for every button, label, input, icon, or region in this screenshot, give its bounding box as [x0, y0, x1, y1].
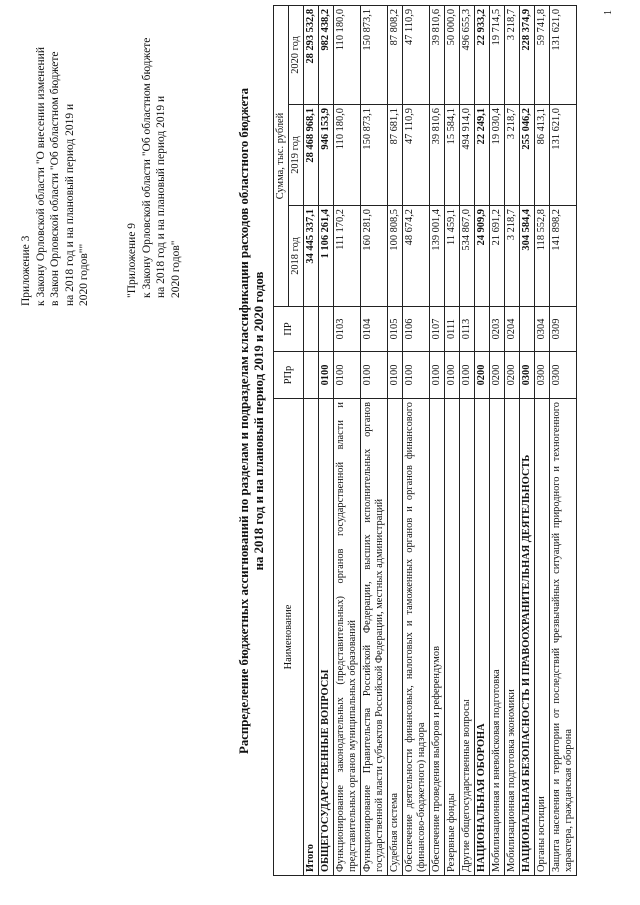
row-value-2018: 118 552,8 — [535, 206, 550, 307]
appendix-3-header — [19, 14, 92, 306]
row-value-2018: 141 898,2 — [550, 206, 577, 307]
table-row — [460, 5, 475, 875]
row-value-2020: 228 374,9 — [520, 5, 535, 104]
row-value-2019: 494 914,0 — [460, 105, 475, 206]
row-pr: 0103 — [334, 307, 361, 352]
row-value-2019: 15 584,1 — [445, 105, 460, 206]
row-value-2020: 50 000,0 — [445, 5, 460, 104]
table-row — [361, 5, 388, 875]
appendix-9-line: 2020 годов" — [169, 240, 182, 298]
row-value-2018: 34 445 337,1 — [304, 206, 319, 307]
row-value-2019: 87 681,1 — [388, 105, 403, 206]
budget-table — [273, 5, 577, 876]
row-value-2019: 110 180,0 — [334, 105, 361, 206]
row-value-2018: 24 909,9 — [475, 206, 490, 307]
row-name: НАЦИОНАЛЬНАЯ БЕЗОПАСНОСТЬ И ПРАВООХРАНИТЕЛЬНАЯ ДЕЯТЕЛЬНОСТЬ — [520, 399, 535, 876]
page-number: 1 — [603, 10, 614, 15]
table-row — [304, 5, 319, 875]
row-value-2020: 47 110,9 — [403, 5, 430, 104]
title-line: Распределение бюджетных ассигнований по разделам и подразделам классификации расходов областного бюджета — [237, 88, 251, 754]
row-value-2020: 39 810,6 — [430, 5, 445, 104]
row-rz: 0100 — [319, 352, 334, 399]
table-row — [403, 5, 430, 875]
table-row — [535, 5, 550, 875]
row-rz: 0100 — [445, 352, 460, 399]
row-value-2020: 28 293 532,8 — [304, 5, 319, 104]
table-row — [475, 5, 490, 875]
col-header-pr: ПР — [274, 307, 304, 352]
row-pr — [304, 307, 319, 352]
row-name: Мобилизационная подготовка экономики — [505, 399, 520, 876]
row-rz: 0100 — [334, 352, 361, 399]
table-row — [334, 5, 361, 875]
row-value-2019: 28 468 968,1 — [304, 105, 319, 206]
row-pr: 0106 — [403, 307, 430, 352]
row-value-2019: 22 249,1 — [475, 105, 490, 206]
row-rz: 0200 — [490, 352, 505, 399]
col-header-rz: РПр — [274, 352, 304, 399]
row-value-2019: 86 413,1 — [535, 105, 550, 206]
row-pr — [319, 307, 334, 352]
row-rz: 0100 — [430, 352, 445, 399]
row-name: Итого — [304, 399, 319, 876]
row-name: Функционирование Правительства Российской Федерации, высших исполнительных органов государственной власти субъектов Российской Федерации, местных администраций — [361, 399, 388, 876]
row-value-2020: 110 180,0 — [334, 5, 361, 104]
row-value-2018: 11 459,1 — [445, 206, 460, 307]
row-value-2018: 534 867,0 — [460, 206, 475, 307]
row-name: Органы юстиции — [535, 399, 550, 876]
row-name: НАЦИОНАЛЬНАЯ ОБОРОНА — [475, 399, 490, 876]
row-rz: 0200 — [475, 352, 490, 399]
appendix-9-line: на 2018 год и на плановый период 2019 и — [155, 95, 168, 298]
row-value-2020: 131 621,0 — [550, 5, 577, 104]
row-pr: 0107 — [430, 307, 445, 352]
row-pr: 0204 — [505, 307, 520, 352]
row-pr: 0104 — [361, 307, 388, 352]
row-name: Защита населения и территории от последствий чрезвычайных ситуаций природного и техногенного характера, гражданская оборона — [550, 399, 577, 876]
table-row — [505, 5, 520, 875]
row-value-2018: 48 674,2 — [403, 206, 430, 307]
table-row — [550, 5, 577, 875]
row-value-2020: 3 218,7 — [505, 5, 520, 104]
appendix-3-line: на 2018 год и на плановый период 2019 и — [63, 103, 76, 306]
appendix-9-line: к Закону Орловской области "Об областном бюджете — [140, 37, 153, 298]
row-value-2018: 21 691,2 — [490, 206, 505, 307]
row-value-2018: 160 281,0 — [361, 206, 388, 307]
row-value-2018: 3 218,7 — [505, 206, 520, 307]
row-rz: 0100 — [403, 352, 430, 399]
row-rz: 0100 — [388, 352, 403, 399]
row-pr: 0309 — [550, 307, 577, 352]
row-pr: 0111 — [445, 307, 460, 352]
row-name: Обеспечение проведения выборов и референдумов — [430, 399, 445, 876]
row-value-2020: 496 655,3 — [460, 5, 475, 104]
col-header-2019: 2019 год — [289, 105, 304, 206]
row-name: Мобилизационная и вневойсковая подготовка — [490, 399, 505, 876]
appendix-3-line: в Закон Орловской области "Об областном бюджете — [49, 51, 62, 306]
row-value-2019: 39 810,6 — [430, 105, 445, 206]
title-line: на 2018 год и на плановый период 2019 и 2020 годов — [252, 271, 266, 571]
row-name: Другие общегосударственные вопросы — [460, 399, 475, 876]
table-body — [304, 5, 577, 875]
row-value-2020: 59 741,8 — [535, 5, 550, 104]
row-name: Резервные фонды — [445, 399, 460, 876]
row-value-2019: 131 621,0 — [550, 105, 577, 206]
row-name: Судебная система — [388, 399, 403, 876]
appendix-3-line: к Закону Орловской области "О внесении изменений — [34, 47, 47, 306]
col-header-2020: 2020 год — [289, 5, 304, 104]
row-value-2020: 87 808,2 — [388, 5, 403, 104]
col-header-name: Наименование — [274, 399, 304, 876]
row-name: ОБЩЕГОСУДАРСТВЕННЫЕ ВОПРОСЫ — [319, 399, 334, 876]
row-value-2019: 47 110,9 — [403, 105, 430, 206]
table-row — [430, 5, 445, 875]
row-value-2018: 139 001,4 — [430, 206, 445, 307]
row-pr: 0105 — [388, 307, 403, 352]
rotated-document-page — [15, 6, 615, 896]
row-rz: 0300 — [535, 352, 550, 399]
row-pr: 0113 — [460, 307, 475, 352]
row-rz — [304, 352, 319, 399]
table-row — [319, 5, 334, 875]
row-rz: 0200 — [505, 352, 520, 399]
row-value-2019: 150 873,1 — [361, 105, 388, 206]
row-rz: 0100 — [460, 352, 475, 399]
row-value-2018: 304 584,4 — [520, 206, 535, 307]
row-pr — [475, 307, 490, 352]
row-value-2020: 19 714,5 — [490, 5, 505, 104]
row-value-2018: 100 808,5 — [388, 206, 403, 307]
row-name: Обеспечение деятельности финансовых, налоговых и таможенных органов и органов финансового (финансово-бюджетного) надзора — [403, 399, 430, 876]
col-header-sum: Сумма, тыс. рублей — [274, 5, 289, 306]
row-value-2020: 982 438,2 — [319, 5, 334, 104]
row-rz: 0300 — [550, 352, 577, 399]
row-name: Функционирование законодательных (представительных) органов государственной власти и представительных органов муниципальных образований — [334, 399, 361, 876]
row-rz: 0300 — [520, 352, 535, 399]
row-value-2019: 255 046,2 — [520, 105, 535, 206]
row-pr: 0203 — [490, 307, 505, 352]
row-rz: 0100 — [361, 352, 388, 399]
table-row — [445, 5, 460, 875]
row-value-2019: 19 030,4 — [490, 105, 505, 206]
row-value-2020: 22 933,2 — [475, 5, 490, 104]
table-row — [490, 5, 505, 875]
table-row — [520, 5, 535, 875]
row-pr: 0304 — [535, 307, 550, 352]
appendix-3-line: 2020 годов"" — [78, 243, 91, 306]
appendix-9-line: "Приложение 9 — [126, 222, 138, 298]
row-value-2018: 1 106 261,4 — [319, 206, 334, 307]
row-value-2019: 3 218,7 — [505, 105, 520, 206]
table-row — [388, 5, 403, 875]
document-title — [237, 6, 267, 836]
appendix-3-line: Приложение 3 — [20, 235, 32, 306]
row-pr — [520, 307, 535, 352]
col-header-2018: 2018 год — [289, 206, 304, 307]
row-value-2020: 150 873,1 — [361, 5, 388, 104]
row-value-2019: 946 153,9 — [319, 105, 334, 206]
row-value-2018: 111 170,2 — [334, 206, 361, 307]
appendix-9-header — [125, 14, 183, 298]
